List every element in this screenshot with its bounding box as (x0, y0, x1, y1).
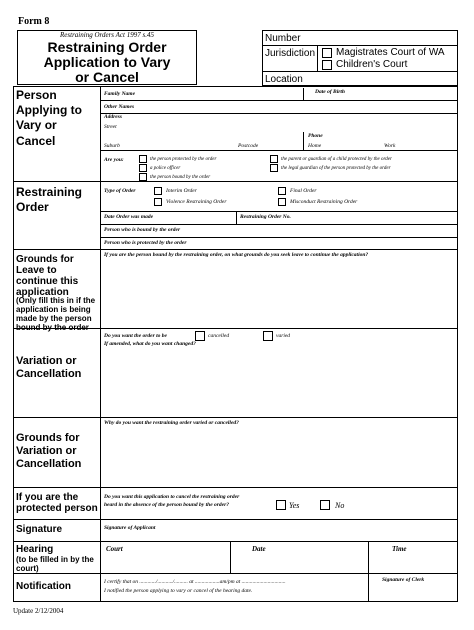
act-reference: Restraining Orders Act 1997 s.45 (60, 31, 154, 39)
location-label: Location (265, 74, 303, 85)
interim-order-label: Interim Order (166, 188, 197, 194)
leave-section-line-1: Grounds for (16, 254, 74, 265)
type-of-order-label: Type of Order (104, 188, 136, 194)
bound-person-checkbox[interactable] (139, 173, 147, 181)
legal-guardian-option: the legal guardian of the person protected by the order (281, 166, 391, 171)
protected-person-field[interactable] (100, 238, 458, 249)
family-name-field[interactable] (100, 88, 303, 100)
street-label: Street (104, 124, 117, 130)
leave-grounds-field[interactable] (101, 260, 457, 327)
parent-guardian-option: the parent or guardian of a child protected by the order (281, 157, 392, 162)
divider (13, 249, 458, 250)
signature-section: Signature (16, 524, 63, 535)
court-label: Court (106, 545, 123, 553)
divider (262, 71, 458, 72)
time-field[interactable] (369, 542, 457, 573)
absence-question-line-1: Do you want this application to cancel the restraining order (104, 494, 240, 500)
bound-person-field[interactable] (100, 225, 458, 237)
divider (13, 573, 458, 574)
divider (13, 417, 458, 418)
divider (317, 45, 318, 71)
court-field[interactable] (101, 542, 230, 573)
date-label: Date (252, 545, 266, 553)
police-officer-checkbox[interactable] (139, 164, 147, 172)
date-made-field[interactable] (100, 212, 236, 224)
phone-label: Phone (308, 133, 323, 139)
parent-guardian-checkbox[interactable] (270, 155, 278, 163)
update-date: Update 2/12/2004 (13, 607, 64, 615)
grounds-var-section-line-3: Cancellation (16, 458, 82, 470)
leave-section-line-2: Leave to (16, 265, 57, 276)
clerk-signature-field[interactable] (369, 585, 457, 601)
leave-note-line-2: application is being (16, 305, 91, 314)
form-title-line-2: Application to Vary (43, 54, 171, 70)
varied-checkbox[interactable] (263, 331, 273, 341)
are-you-label: Are you: (104, 157, 124, 163)
grounds-var-field[interactable] (101, 428, 457, 486)
grounds-var-question: Why do you want the restraining order varied or cancelled? (104, 420, 239, 426)
interim-order-checkbox[interactable] (154, 187, 162, 195)
suburb-label: Suburb (104, 143, 120, 149)
date-of-birth-label: Date of Birth (315, 89, 345, 95)
no-checkbox[interactable] (320, 500, 330, 510)
certify-line: I certify that on ............/.........../.......... at ..................am/pm at ................................ (104, 579, 286, 585)
vary-or-cancel-question: Do you want the order to be (104, 333, 167, 339)
leave-note-line-4: bound by the order (16, 323, 89, 332)
home-phone-label: Home (308, 143, 322, 149)
leave-section-line-3: continue this (16, 276, 79, 287)
leave-note-line-1: (Only fill this in if the (16, 296, 96, 305)
protected-section-line-2: protected person (16, 503, 98, 514)
absence-question-line-2: heard in the absence of the person bound by the order? (104, 502, 229, 508)
divider (13, 181, 458, 182)
divider (262, 45, 458, 46)
jurisdiction-label: Jurisdiction (265, 48, 316, 59)
notified-line: I notified the person applying to vary or cancel of the hearing date. (104, 588, 253, 594)
number-label: Number (265, 33, 301, 44)
other-names-label: Other Names (104, 104, 135, 110)
grounds-var-section-line-1: Grounds for (16, 432, 80, 444)
misconduct-order-checkbox[interactable] (278, 198, 286, 206)
date-field[interactable] (231, 542, 368, 573)
protected-person-label: Person who is protected by the order (104, 240, 187, 246)
protected-person-checkbox[interactable] (139, 155, 147, 163)
leave-question: If you are the person bound by the restraining order, on what grounds do you seek leave to continue the application? (104, 252, 369, 258)
hearing-section: Hearing (16, 544, 54, 555)
divider (303, 132, 304, 150)
signature-field[interactable] (101, 520, 457, 540)
variation-section-line-2: Cancellation (16, 368, 82, 380)
family-name-label: Family Name (104, 91, 136, 97)
work-phone-label: Work (384, 143, 396, 149)
restraining-section-line-2: Order (16, 200, 49, 214)
amendment-field[interactable] (101, 349, 457, 416)
final-order-checkbox[interactable] (278, 187, 286, 195)
police-officer-option: a police officer (150, 166, 181, 171)
signature-applicant-label: Signature of Applicant (104, 525, 156, 531)
no-label: No (335, 501, 345, 510)
date-made-label: Date Order was made (104, 214, 154, 220)
form-number: Form 8 (18, 16, 50, 27)
protected-person-option: the person protected by the order (150, 157, 217, 162)
misconduct-order-label: Misconduct Restraining Order (290, 199, 358, 205)
cancelled-checkbox[interactable] (195, 331, 205, 341)
childrens-court-label: Children's Court (336, 59, 408, 70)
person-section-line-3: Vary or (16, 118, 57, 132)
childrens-court-checkbox[interactable] (322, 60, 332, 70)
form-title-line-1: Restraining Order (47, 39, 167, 55)
order-no-field[interactable] (236, 212, 458, 224)
other-names-field[interactable] (100, 101, 458, 113)
yes-checkbox[interactable] (276, 500, 286, 510)
varied-label: varied (276, 333, 291, 339)
notification-section: Notification (16, 581, 71, 592)
form-title-line-3: or Cancel (75, 69, 139, 85)
final-order-label: Final Order (290, 188, 317, 194)
clerk-signature-label: Signature of Clerk (382, 577, 425, 583)
magistrates-court-label: Magistrates Court of WA (336, 47, 445, 58)
bound-person-option: the person bound by the order (150, 175, 211, 180)
protected-section-line-1: If you are the (16, 492, 79, 503)
date-of-birth-field[interactable] (303, 97, 458, 100)
hearing-note-line-1: (to be filled in by the (16, 555, 94, 564)
restraining-section-line-1: Restraining (16, 185, 83, 199)
leave-note-line-3: made by the person (16, 314, 92, 323)
address-label: Address (104, 114, 123, 120)
variation-section-line-1: Variation or (16, 355, 77, 367)
amended-question: If amended, what do you want changed? (104, 341, 196, 347)
person-section-line-4: Cancel (16, 134, 56, 148)
divider (100, 150, 458, 151)
cancelled-label: cancelled (208, 333, 230, 339)
person-section-line-1: Person (16, 88, 57, 102)
leave-section-line-4: application (16, 287, 69, 298)
bound-person-label: Person who is bound by the order (104, 227, 181, 233)
divider (13, 487, 458, 488)
yes-label: Yes (289, 501, 300, 510)
time-label: Time (392, 545, 407, 553)
person-section-line-2: Applying to (16, 103, 82, 117)
grounds-var-section-line-2: Variation or (16, 445, 77, 457)
street-field[interactable] (100, 114, 458, 132)
legal-guardian-checkbox[interactable] (270, 164, 278, 172)
violence-order-label: Violence Restraining Order (166, 199, 227, 205)
postcode-label: Postcode (238, 143, 259, 149)
order-no-label: Restraining Order No. (240, 214, 291, 220)
violence-order-checkbox[interactable] (154, 198, 162, 206)
hearing-note-line-2: court) (16, 564, 39, 573)
magistrates-court-checkbox[interactable] (322, 48, 332, 58)
